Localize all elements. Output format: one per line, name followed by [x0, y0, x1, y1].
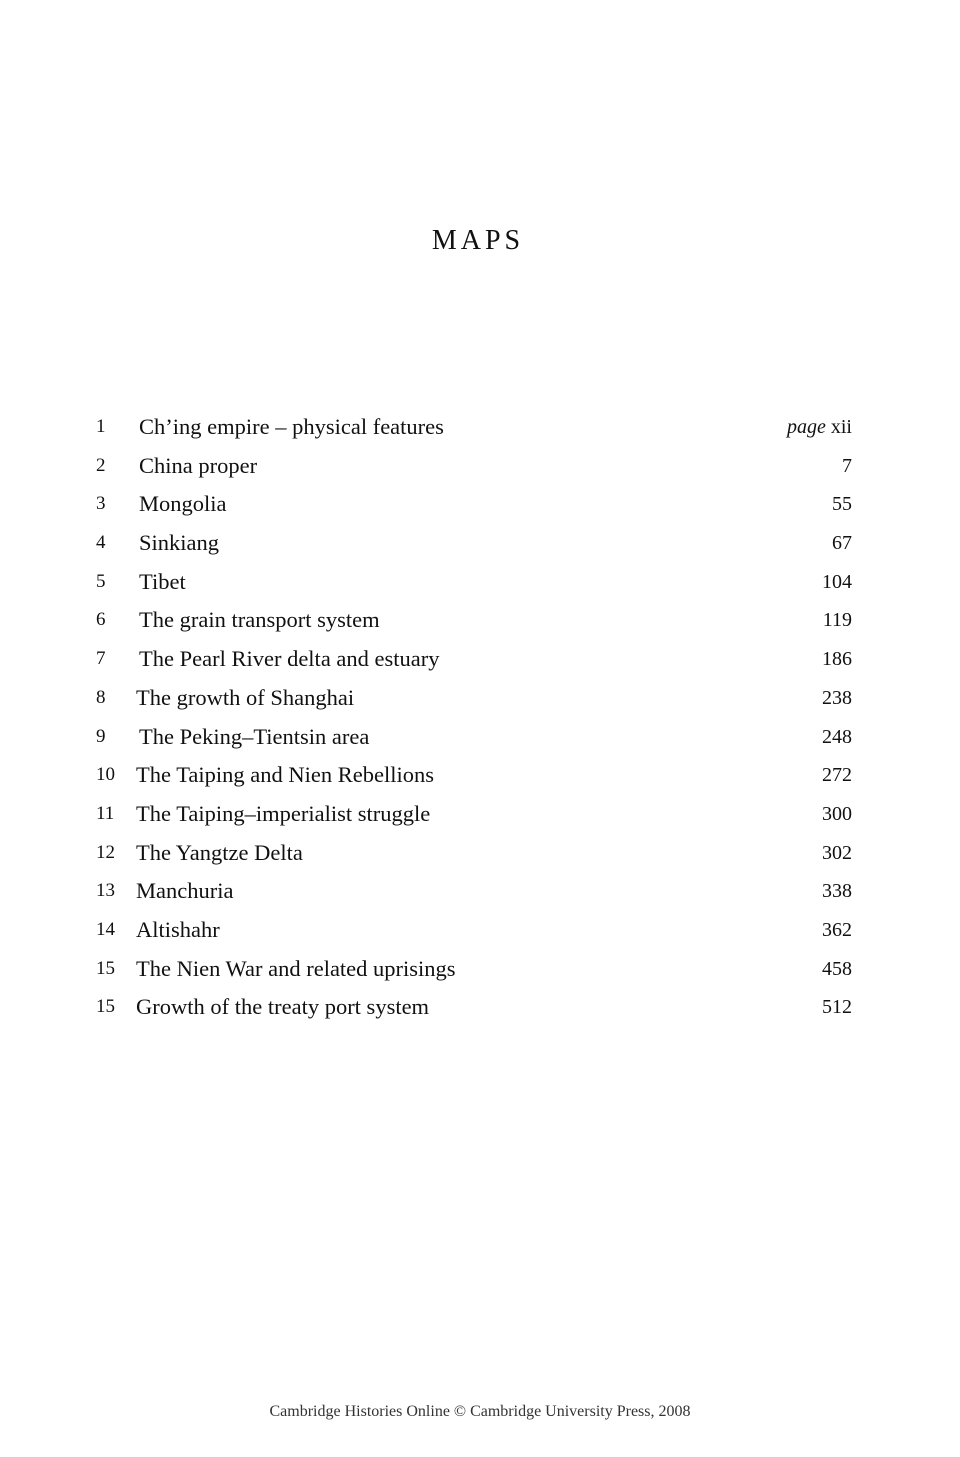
map-number: 12: [96, 841, 115, 863]
map-number: 6: [96, 609, 106, 631]
map-page: 458: [822, 957, 852, 980]
map-title: Mongolia: [139, 491, 227, 517]
map-page: 302: [822, 841, 852, 864]
map-number: 7: [96, 648, 106, 670]
map-title: Altishahr: [136, 916, 220, 942]
map-entry: [96, 601, 856, 640]
map-title: Tibet: [139, 568, 186, 594]
copyright-footer: Cambridge Histories Online © Cambridge University Press, 2008: [269, 1403, 691, 1420]
page-number: xii: [830, 416, 852, 438]
map-entry: [96, 872, 856, 911]
map-page: 248: [822, 725, 852, 748]
map-title: The Peking–Tientsin area: [139, 723, 370, 749]
map-entry: [96, 485, 856, 524]
map-page: 119: [822, 609, 852, 632]
map-page: 186: [822, 648, 852, 671]
map-entry: [96, 795, 856, 834]
map-number: 5: [96, 570, 106, 592]
map-number: 4: [96, 532, 106, 554]
map-title: The Nien War and related uprisings: [136, 955, 456, 981]
map-page: 238: [822, 686, 852, 709]
map-title: Growth of the treaty port system: [136, 994, 430, 1020]
map-entry: [96, 756, 856, 795]
map-title: Sinkiang: [139, 530, 220, 556]
map-page: [787, 408, 852, 447]
map-title: China proper: [139, 452, 258, 478]
map-entry: [96, 718, 856, 757]
map-number: 11: [96, 802, 115, 824]
map-page: 512: [822, 996, 852, 1019]
map-title: The Taiping and Nien Rebellions: [136, 762, 434, 788]
map-number: 9: [96, 725, 106, 747]
map-number: 8: [96, 686, 106, 708]
map-entry: [96, 408, 856, 447]
map-number: 13: [96, 880, 115, 902]
map-title: Ch’ing empire – physical features: [139, 414, 444, 439]
map-entry: [96, 563, 856, 602]
page-prefix: page: [786, 416, 826, 438]
map-title: Manchuria: [136, 878, 234, 904]
map-entry: [96, 988, 856, 1027]
map-page: 67: [832, 532, 852, 555]
map-entry: [96, 911, 856, 950]
map-title: The growth of Shanghai: [136, 684, 355, 710]
map-number: 2: [96, 454, 106, 476]
map-number: 14: [96, 918, 115, 940]
map-page: 7: [842, 454, 852, 477]
maps-list: [96, 408, 856, 1027]
map-page: 300: [822, 802, 852, 825]
map-number: 15: [96, 996, 115, 1018]
map-entry: [96, 447, 856, 486]
map-title: The Yangtze Delta: [136, 839, 303, 865]
map-entry: [96, 524, 856, 563]
map-title: The Taiping–imperialist struggle: [136, 800, 431, 826]
map-page: 104: [822, 570, 852, 593]
map-title: The Pearl River delta and estuary: [139, 646, 440, 672]
map-page: 338: [822, 880, 852, 903]
map-number: 15: [96, 957, 115, 979]
map-number: 10: [96, 764, 115, 786]
map-title: The grain transport system: [139, 607, 380, 633]
page-title: MAPS: [431, 224, 525, 256]
map-number: 3: [96, 493, 106, 515]
map-number: 1: [96, 416, 106, 437]
map-page: 272: [822, 764, 852, 787]
map-entry: [96, 834, 856, 873]
map-entry: [96, 950, 856, 989]
map-page: 362: [822, 918, 852, 941]
map-entry: [96, 679, 856, 718]
map-page: 55: [832, 493, 852, 516]
map-entry: [96, 640, 856, 679]
